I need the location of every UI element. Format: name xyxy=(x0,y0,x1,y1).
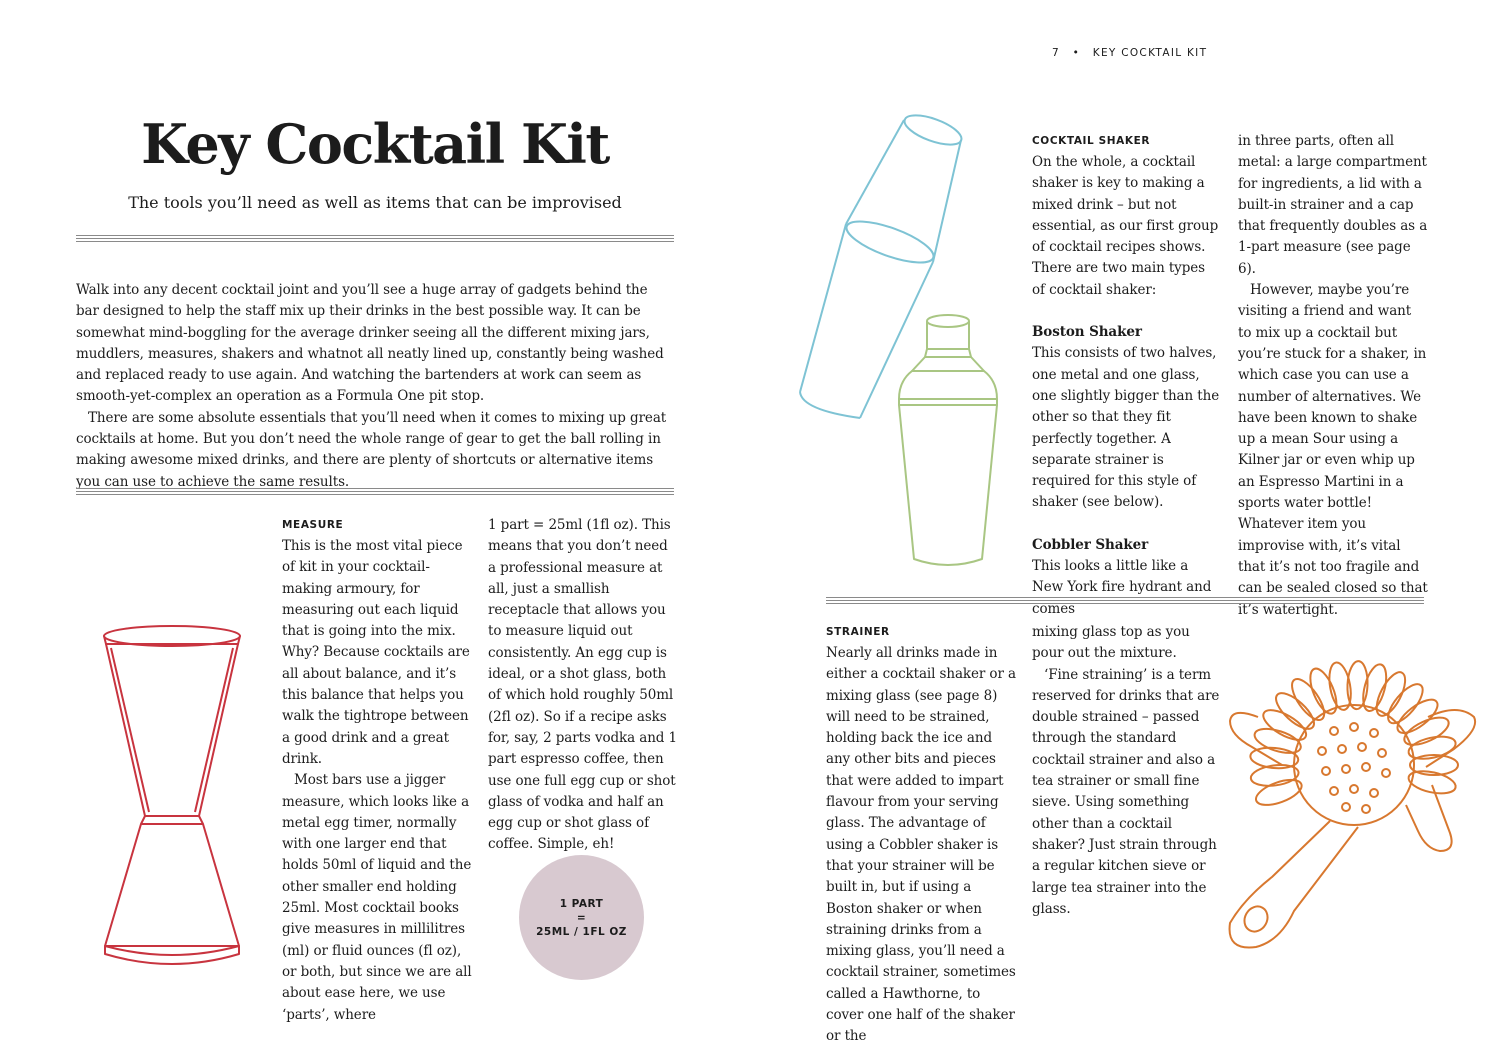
divider-right xyxy=(826,597,1424,604)
strainer-hole xyxy=(1362,763,1370,771)
strainer-hole xyxy=(1382,769,1390,777)
strainer-hole xyxy=(1318,747,1326,755)
strainer-hole xyxy=(1358,743,1366,751)
divider-top-left xyxy=(76,235,674,242)
running-head-title: KEY COCKTAIL KIT xyxy=(1092,47,1208,59)
strainer-hole xyxy=(1350,785,1358,793)
badge-line-3: 25ML / 1FL OZ xyxy=(536,925,627,938)
shaker-column-2 xyxy=(1238,131,1428,621)
strainer-paragraph-3: ‘Fine straining’ is a term reserved for drinks that are double strained – passed through the standard cocktail strainer and also a tea strainer or small fine sieve. Using something other than a cocktail shaker? Just strain through a regular kitchen sieve or large tea strainer into the glass. xyxy=(1032,666,1220,917)
cobbler-heading: Cobbler Shaker xyxy=(1032,536,1149,553)
measure-paragraph-3: 1 part = 25ml (1fl oz). This means that you don’t need a professional measure at all, just a smallish receptacle that allows you to measure liquid out consistently. An egg cup is ideal, or a shot glass, both of which hold roughly 50ml (2fl oz). So if a recipe asks for, say, 2 parts vodka and 1 part espresso coffee, then use one full egg cup or shot glass of vodka and half an egg cup or shot glass of coffee. Simple, eh! xyxy=(488,517,678,853)
badge-line-2: = xyxy=(576,911,587,924)
strainer-column-1 xyxy=(826,643,1018,1048)
shaker-intro: On the whole, a cocktail shaker is key to making a mixed drink – but not essential, as our first group of cocktail recipes shows. There are two main types of cocktail shaker: xyxy=(1032,154,1219,298)
page-number: 7 xyxy=(1052,47,1060,59)
shaker-heading: COCKTAIL SHAKER xyxy=(1032,135,1151,147)
strainer-hole xyxy=(1330,787,1338,795)
shaker-column-1 xyxy=(1032,152,1222,620)
strainer-hole xyxy=(1378,749,1386,757)
strainer-hole xyxy=(1322,767,1330,775)
cobbler-shaker-illustration xyxy=(898,313,998,573)
shaker-paragraph-3: However, maybe you’re visiting a friend and want to mix up a cocktail but you’re stuck for a shaker, in which case you can use a number of alternatives. We have been known to shake up a mean Sour using a Kilner jar or even whip up an Espresso Martini in a sports water bottle! Whatever item you improvise with, it’s vital that it’s not too fragile and can be sealed closed so that it’s watertight. xyxy=(1238,282,1428,618)
measure-badge xyxy=(519,855,644,980)
strainer-hole xyxy=(1342,765,1350,773)
strainer-paragraph-2: mixing glass top as you pour out the mixture. xyxy=(1032,624,1190,662)
strainer-coil-petal xyxy=(1371,668,1411,720)
running-head-bullet: • xyxy=(1072,47,1081,59)
strainer-hole xyxy=(1362,805,1370,813)
strainer-hole xyxy=(1370,729,1378,737)
jigger-illustration xyxy=(103,624,243,974)
intro-paragraph-1: Walk into any decent cocktail joint and you’ll see a huge array of gadgets behind the bar designed to help the staff mix up their drinks in the best possible way. It can be somewhat mind-boggling for the average drinker seeing all the different mixing jars, muddlers, measures, shakers and whatnot all neatly lined up, constantly being washed and replaced ready to use again. And watching the bartenders at work can seem as smooth-yet-complex an operation as a Formula One pit stop. xyxy=(76,282,664,405)
strainer-illustration xyxy=(1222,655,1482,955)
strainer-coil-petal xyxy=(1401,712,1453,750)
measure-heading: MEASURE xyxy=(282,519,344,531)
measure-column-1 xyxy=(282,536,472,1026)
divider-middle-left xyxy=(76,488,674,495)
page-subtitle: The tools you’ll need as well as items that can be improvised xyxy=(128,193,622,212)
intro-text xyxy=(76,280,674,493)
page-title: Key Cocktail Kit xyxy=(141,112,609,176)
strainer-heading: STRAINER xyxy=(826,626,890,638)
strainer-column-2 xyxy=(1032,622,1224,920)
strainer-coil-petal xyxy=(1392,694,1442,739)
strainer-hole xyxy=(1370,789,1378,797)
cobbler-text: This looks a little like a New York fire hydrant and comes xyxy=(1032,558,1212,617)
running-head xyxy=(1052,47,1207,59)
measure-column-2 xyxy=(488,515,678,856)
measure-paragraph-1: This is the most vital piece of kit in your cocktail-making armoury, for measuring out each liquid that is going into the mix. Why? Because cocktails are all about balance, and it’s this balance that helps you walk the tightrope between a good drink and a great drink. xyxy=(282,538,470,767)
strainer-coil-petal xyxy=(1253,775,1305,810)
shaker-paragraph-2: in three parts, often all metal: a large compartment for ingredients, a lid with a built-in strainer and a cap that frequently doubles as a 1-part measure (see page 6). xyxy=(1238,133,1428,277)
strainer-hole xyxy=(1342,803,1350,811)
boston-text: This consists of two halves, one metal and one glass, one slightly bigger than the other so that they fit perfectly together. A separate strainer is required for this style of shaker (see below). xyxy=(1032,345,1220,511)
badge-line-1: 1 PART xyxy=(559,897,604,910)
strainer-hole xyxy=(1330,727,1338,735)
strainer-paragraph-1: Nearly all drinks made in either a cocktail shaker or a mixing glass (see page 8) will need to be strained, holding back the ice and any other bits and pieces that were added to impart flavour from your serving glass. The advantage of using a Cobbler shaker is that your strainer will be built in, but if using a Boston shaker or when straining drinks from a mixing glass, you’ll need a cocktail strainer, sometimes called a Hawthorne, to cover one half of the shaker or the xyxy=(826,645,1016,1045)
boston-heading: Boston Shaker xyxy=(1032,324,1142,341)
intro-paragraph-2: There are some absolute essentials that you’ll need when it comes to mixing up great cocktails at home. But you don’t need the whole range of gear to get the ball rolling in making awesome mixed drinks, and there are plenty of shortcuts or alternative items you can use to achieve the same results. xyxy=(76,409,667,490)
strainer-hole xyxy=(1350,723,1358,731)
strainer-hole xyxy=(1338,745,1346,753)
measure-paragraph-2: Most bars use a jigger measure, which looks like a metal egg timer, normally with one larger end that holds 50ml of liquid and the other smaller end holding 25ml. Most cocktail books give measures in millilitres (ml) or fluid ounces (fl oz), or both, but since we are all about ease here, we use ‘parts’, where xyxy=(282,772,472,1023)
strainer-coil-petal xyxy=(1305,665,1342,717)
